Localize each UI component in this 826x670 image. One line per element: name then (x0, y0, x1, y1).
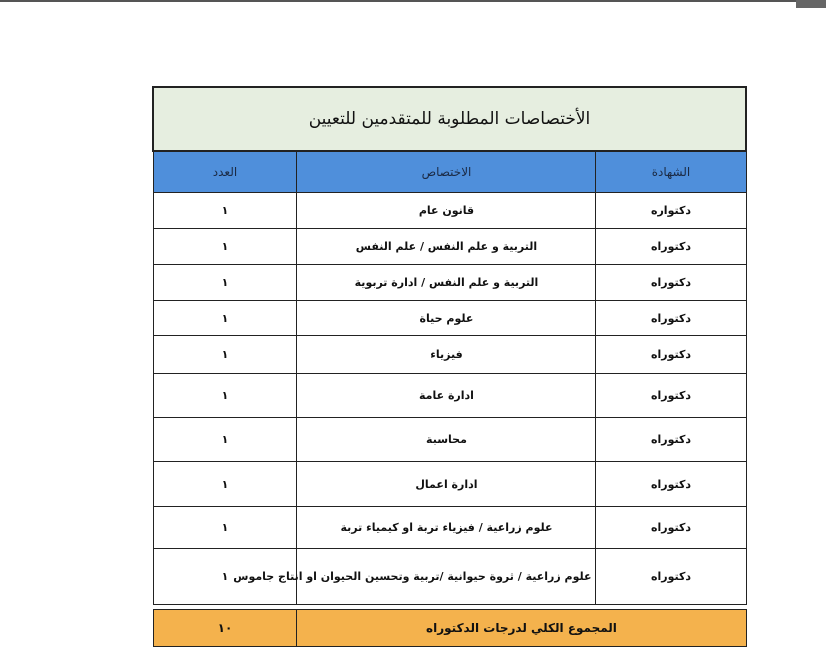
table-row (153, 193, 746, 229)
table-row (153, 374, 746, 418)
specialization-cell: التربية و علم النفس / ادارة تربوية (297, 265, 596, 301)
total-row (153, 610, 746, 647)
degree-cell: دكتوراه (596, 418, 746, 462)
degree-cell: دكتوراه (596, 549, 746, 605)
positions-table (152, 86, 747, 647)
count-cell: ١ (153, 265, 297, 301)
count-cell: ١ (153, 462, 297, 507)
table-row (153, 229, 746, 265)
degree-cell: دكتوراه (596, 301, 746, 336)
specialization-cell: فيزياء (297, 336, 596, 374)
count-cell: ١ (153, 229, 297, 265)
title-row (153, 87, 746, 151)
specialization-cell: محاسبة (297, 418, 596, 462)
table-row (153, 265, 746, 301)
degree-cell: دكتوراه (596, 374, 746, 418)
degree-cell: دكتوراه (596, 265, 746, 301)
specialization-cell: قانون عام (297, 193, 596, 229)
table-row (153, 507, 746, 549)
header-row (153, 151, 746, 193)
degree-cell: دكتوراه (596, 336, 746, 374)
total-count: ١٠ (153, 610, 297, 647)
specialization-cell: التربية و علم النفس / علم النفس (297, 229, 596, 265)
table-row (153, 462, 746, 507)
specialization-cell: ادارة اعمال (297, 462, 596, 507)
table-row (153, 301, 746, 336)
table-title: الأختصاصات المطلوبة للمتقدمين للتعيين (153, 87, 746, 151)
count-cell: ١ (153, 301, 297, 336)
table-row (153, 549, 746, 605)
count-cell: ١ (153, 418, 297, 462)
header-degree: الشهادة (596, 151, 746, 193)
degree-cell: دكتوراه (596, 462, 746, 507)
specialization-cell: ادارة عامة (297, 374, 596, 418)
specialization-cell: علوم حياة (297, 301, 596, 336)
count-cell: ١ (153, 336, 297, 374)
header-count: العدد (153, 151, 297, 193)
specialization-cell: علوم زراعية / ثروة حيوانية /تربية وتحسين الحيوان او انتاج جاموس (297, 549, 596, 605)
degree-cell: دكتوراه (596, 507, 746, 549)
specialization-cell: علوم زراعية / فيزياء تربة او كيمياء تربة (297, 507, 596, 549)
count-cell: ١ (153, 507, 297, 549)
scan-border-line (0, 0, 826, 10)
count-cell: ١ (153, 193, 297, 229)
count-cell: ١ (153, 374, 297, 418)
table-row (153, 336, 746, 374)
header-specialization: الاختصاص (297, 151, 596, 193)
degree-cell: دكتوراه (596, 229, 746, 265)
table-row (153, 418, 746, 462)
total-label: المجموع الكلي لدرجات الدكتوراه (297, 610, 746, 647)
degree-cell: دكتواره (596, 193, 746, 229)
count-cell: ١ (153, 549, 297, 605)
